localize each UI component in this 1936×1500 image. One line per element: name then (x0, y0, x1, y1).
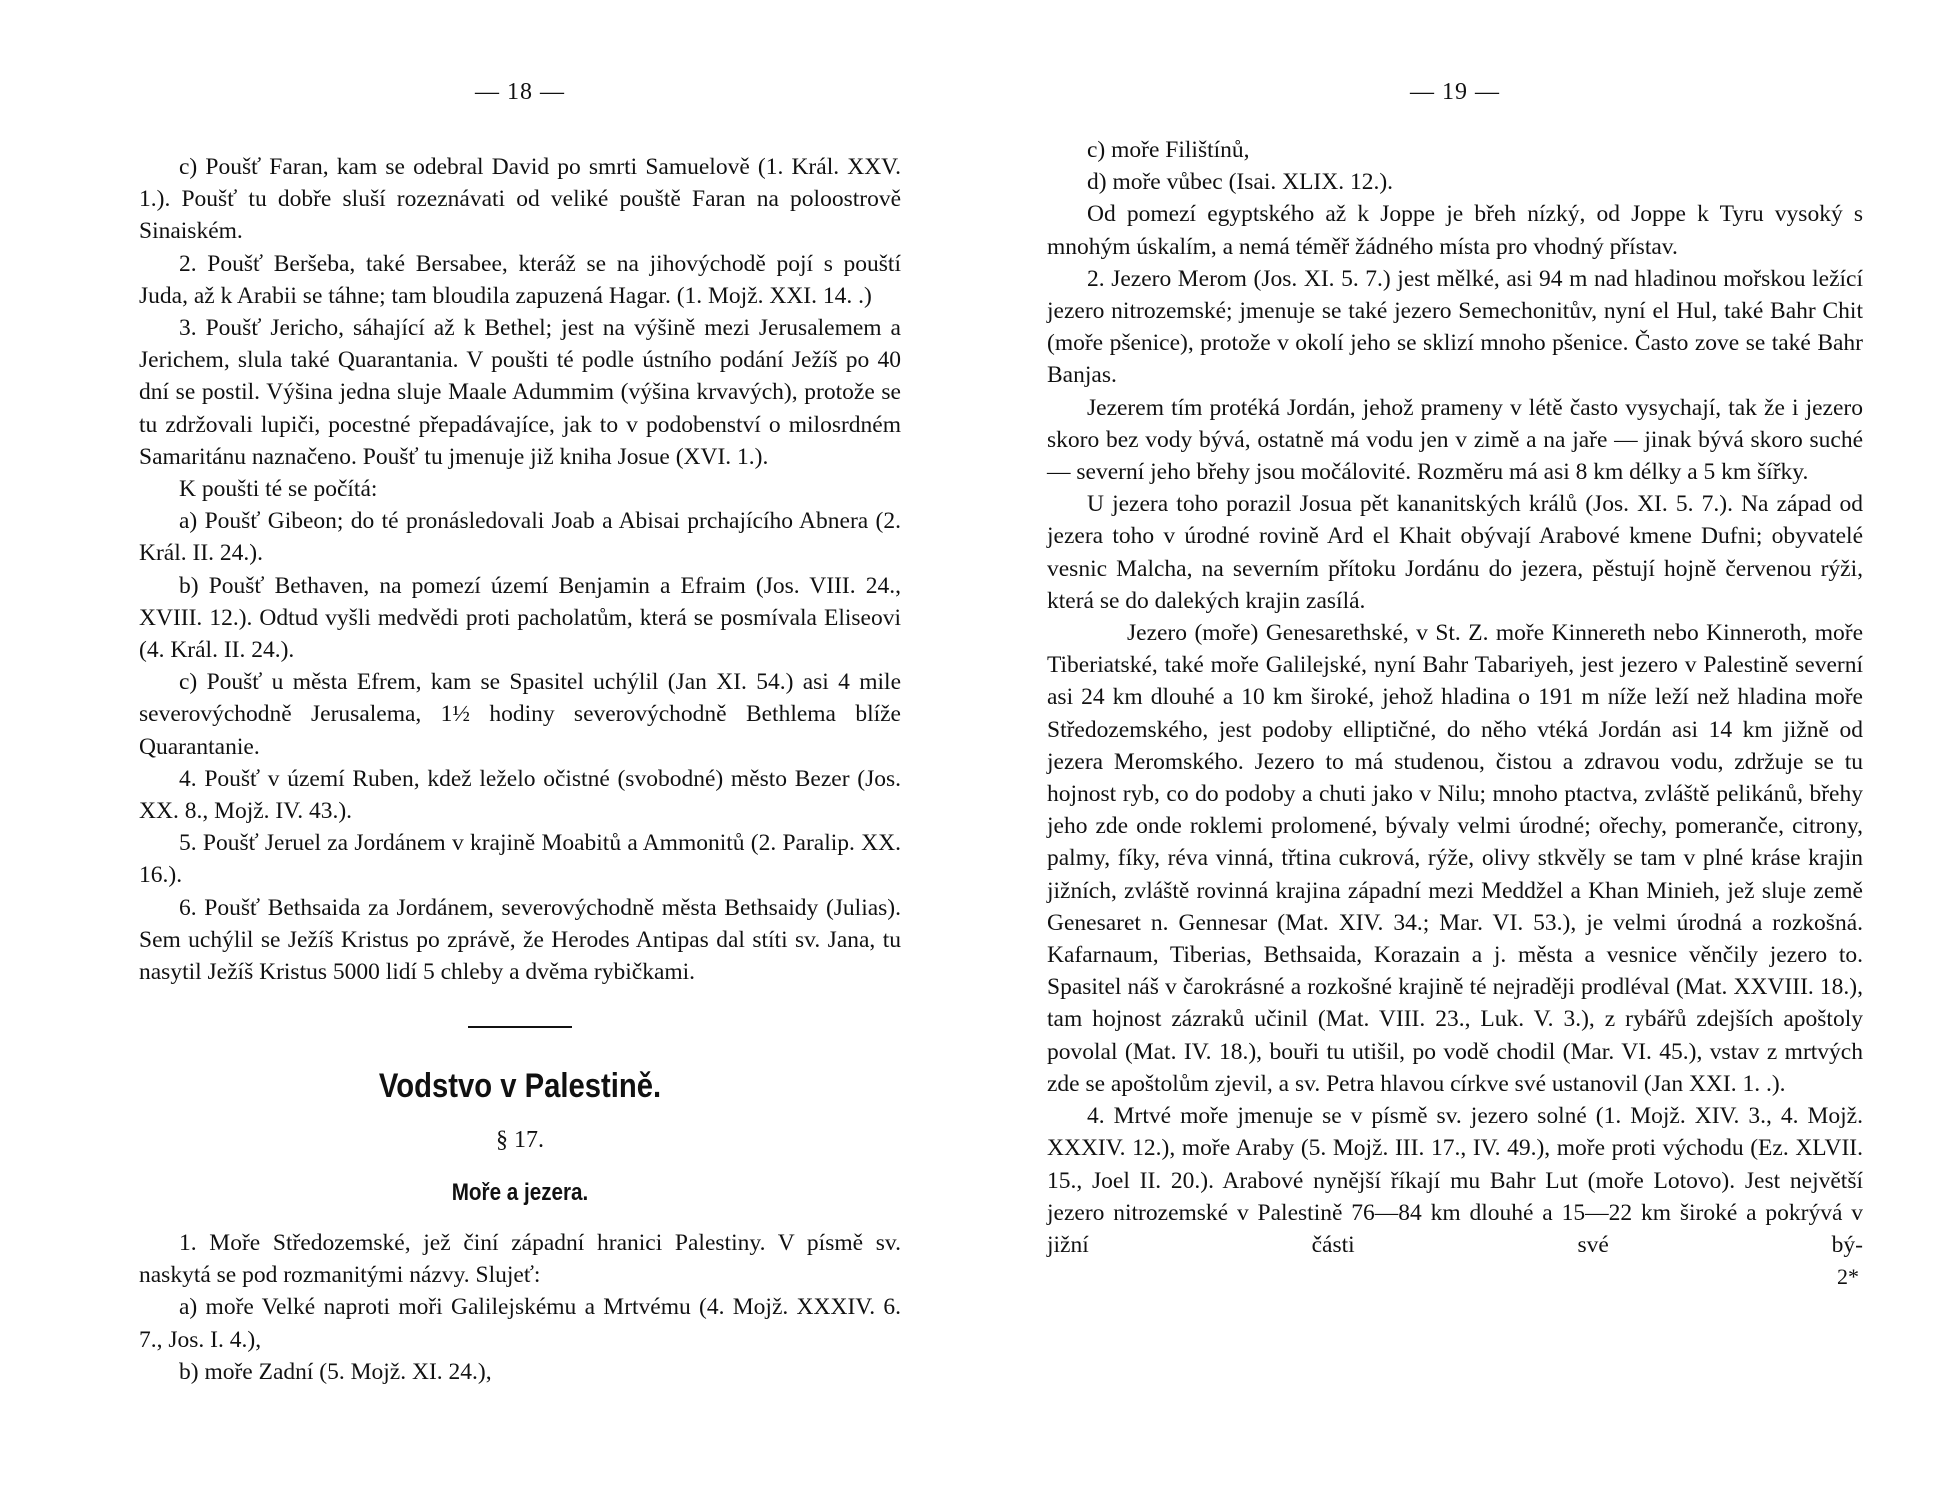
paragraph: b) moře Zadní (5. Mojž. XI. 24.), (179, 1358, 492, 1385)
right-page (1047, 0, 1863, 1293)
paragraph: 1. Moře Středozemské, jež činí západní hranici Palestiny. V písmě sv. naskytá se pod rozmanitými názvy. Slujeť: (139, 1229, 901, 1289)
paragraph: 4. Poušť v území Ruben, kdež leželo očistné (svobodné) město Bezer (Jos. XX. 8., Mojž. IV. 43.). (139, 765, 901, 825)
paragraph: 2. Jezero Merom (Jos. XI. 5. 7.) jest mělké, asi 94 m nad hladinou mořskou ležící jezero nitrozemské; jmenuje se také jezero Semechonitův, nyní el Hul, také Bahr Chit (moře pšenice), protože v okolí jeho se sklizí mnoho pšenice. Často zove se také Bahr Banjas. (1047, 265, 1863, 389)
paragraph: d) moře vůbec (Isai. XLIX. 12.). (1087, 169, 1394, 196)
page-body (1047, 134, 1863, 1293)
paragraph: 4. Mrtvé moře jmenuje se v písmě sv. jezero solné (1. Mojž. XIV. 3., 4. Mojž. XXXIV. 12.), moře Araby (5. Mojž. III. 17., IV. 49.), moře proti východu (Ez. XLVII. 15., Joel II. 20.). Arabové nynější říkají mu Bahr Lut (moře Lotovo). Jest největší jezero nitrozemské v Palestině 76—84 km dlouhé a 15—22 km široké a pokrývá v jižní části své bý- (1047, 1103, 1863, 1258)
paragraph: K poušti té se počítá: (179, 476, 378, 503)
section-heading: Moře a jezera. (451, 1178, 589, 1206)
paragraph: c) Poušť u města Efrem, kam se Spasitel uchýlil (Jan XI. 54.) asi 4 mile severovýchodně Jerusalema, 1½ hodiny severovýchodně Bethlema blíže Quarantanie. (139, 669, 901, 760)
paragraph: Jezero (moře) Genesarethské, v St. Z. moře Kinnereth nebo Kinneroth, moře Tiberiatské, také moře Galilejské, nyní Bahr Tabariyeh, jest jezero v Palestině severní asi 24 km dlouhé a 10 km široké, jehož hladina o 191 m níže leží než hladina moře Středozemského, jest podoby elliptičné, do něho vtéká Jordán asi 14 km jižně od jezera Meromského. Jezero to má studenou, čistou a zdravou vodu, zdržuje se tu hojnost ryb, co do podoby a chuti jako v Nilu; mnoho ptactva, zvláště pelikánů, břehy jeho zde onde roklemi prolomené, bývaly velmi úrodné; ořechy, pomeranče, citrony, palmy, fíky, réva vinná, třtina cukrová, rýže, olivy stkvěly se tam v plné kráse krajin jižních, zvláště rovinná krajina západní mezi Meddžel a Khan Minieh, jež sluje země Genesaret n. Gennesar (Mat. XIV. 34.; Mar. VI. 53.), je velmi úrodná a rozkošná. Kafarnaum, Tiberias, Bethsaida, Korazain a j. města a vesnice věnčily jezero to. Spasitel náš v čarokrásné a rozkošné krajině té nejraději prodléval (Mat. XXVIII. 18.), tam hojnost zázraků učinil (Mat. VIII. 23., Luk. V. 3.), z rybářů zdejších apoštoly povolal (Mat. IV. 18.), bouři tu utišil, po vodě chodil (Mar. VI. 45.), vstav z mrtvých zde se apoštolům zjevil, a sv. Petra hlavou církve své ustanovil (Jan XXI. 1. .). (1047, 620, 1863, 1097)
page-body (139, 151, 901, 1388)
paragraph: Jezerem tím protéká Jordán, jehož prameny v létě často vysychají, tak že i jezero skoro bez vody bývá, ostatně má vodu jen v zimě a na jaře — jinak bývá skoro suché — severní jeho břehy jsou močálovité. Rozměru má asi 8 km délky a 5 km šířky. (1047, 394, 1863, 486)
paragraph: 5. Poušť Jeruel za Jordánem v krajině Moabitů a Ammonitů (2. Paralip. XX. 16.). (139, 830, 901, 889)
page-number: — 18 — (475, 79, 565, 105)
paragraph: 6. Poušť Bethsaida za Jordánem, severovýchodně města Bethsaidy (Julias). Sem uchýlil se Ježíš Kristus po zprávě, že Herodes Antipas dal stíti sv. Jana, tu nasytil Ježíš Kristus 5000 lidí 5 chleby a dvěma rybičkami. (139, 894, 901, 986)
page-number: — 19 — (1410, 79, 1500, 105)
paragraph: 3. Poušť Jericho, sáhající až k Bethel; jest na výšině mezi Jerusalemem a Jerichem, slula také Quarantania. V poušti té podle ústního podání Ježíš po 40 dní se postil. Výšina jedna sluje Maale Adummim (výšina krvavých), protože se tu zdržovali lupiči, pocestné přepadávajíce, jak to v podobenství o milosrdném Samaritánu naznačeno. Poušť tu jmenuje již kniha Josue (XVI. 1.). (139, 315, 901, 470)
paragraph: b) Poušť Bethaven, na pomezí území Benjamin a Efraim (Jos. VIII. 24., XVIII. 12.). Odtud vyšli medvědi proti pacholatům, která se posmívala Eliseovi (4. Král. II. 24.). (139, 572, 901, 664)
paragraph: U jezera toho porazil Josua pět kananitských králů (Jos. XI. 5. 7.). Na západ od jezera toho v úrodné rovině Ard el Khait obývají Arabové kmene Dufni; obyvatelé vesnic Malcha, na severním přítoku Jordánu do jezera, pěstují hojně červenou rýži, která se do dalekých krajin zasílá. (1047, 491, 1863, 614)
paragraph: c) moře Filištínů, (1087, 137, 1250, 163)
paragraph: Od pomezí egyptského až k Joppe je břeh nízký, od Joppe k Tyru vysoký s mnohým úskalím, a nemá téměř žádného místa pro vhodný přístav. (1047, 201, 1863, 260)
paragraph: a) moře Velké naproti moři Galilejskému a Mrtvému (4. Mojž. XXXIV. 6. 7., Jos. I. 4.), (139, 1294, 901, 1353)
paragraph: 2. Poušť Beršeba, také Bersabee, kteráž se na jihovýchodě pojí s pouští Juda, až k Arabii se táhne; tam bloudila zapuzená Hagar. (1. Mojž. XXI. 14. .) (139, 250, 901, 309)
section-divider (468, 1026, 572, 1028)
left-page (139, 0, 901, 1388)
chapter-heading: Vodstvo v Palestině. (378, 1067, 662, 1106)
section-number: § 17. (496, 1127, 544, 1154)
paragraph: a) Poušť Gibeon; do té pronásledovali Joab a Abisai prchajícího Abnera (2. Král. II. 24.). (139, 508, 901, 567)
paragraph: c) Poušť Faran, kam se odebral David po smrti Samuelově (1. Král. XXV. 1.). Poušť tu dobře sluší rozeznávati od veliké pouště Faran na poloostrově Sinaiském. (139, 154, 901, 245)
printer-signature: 2* (1837, 1264, 1859, 1290)
